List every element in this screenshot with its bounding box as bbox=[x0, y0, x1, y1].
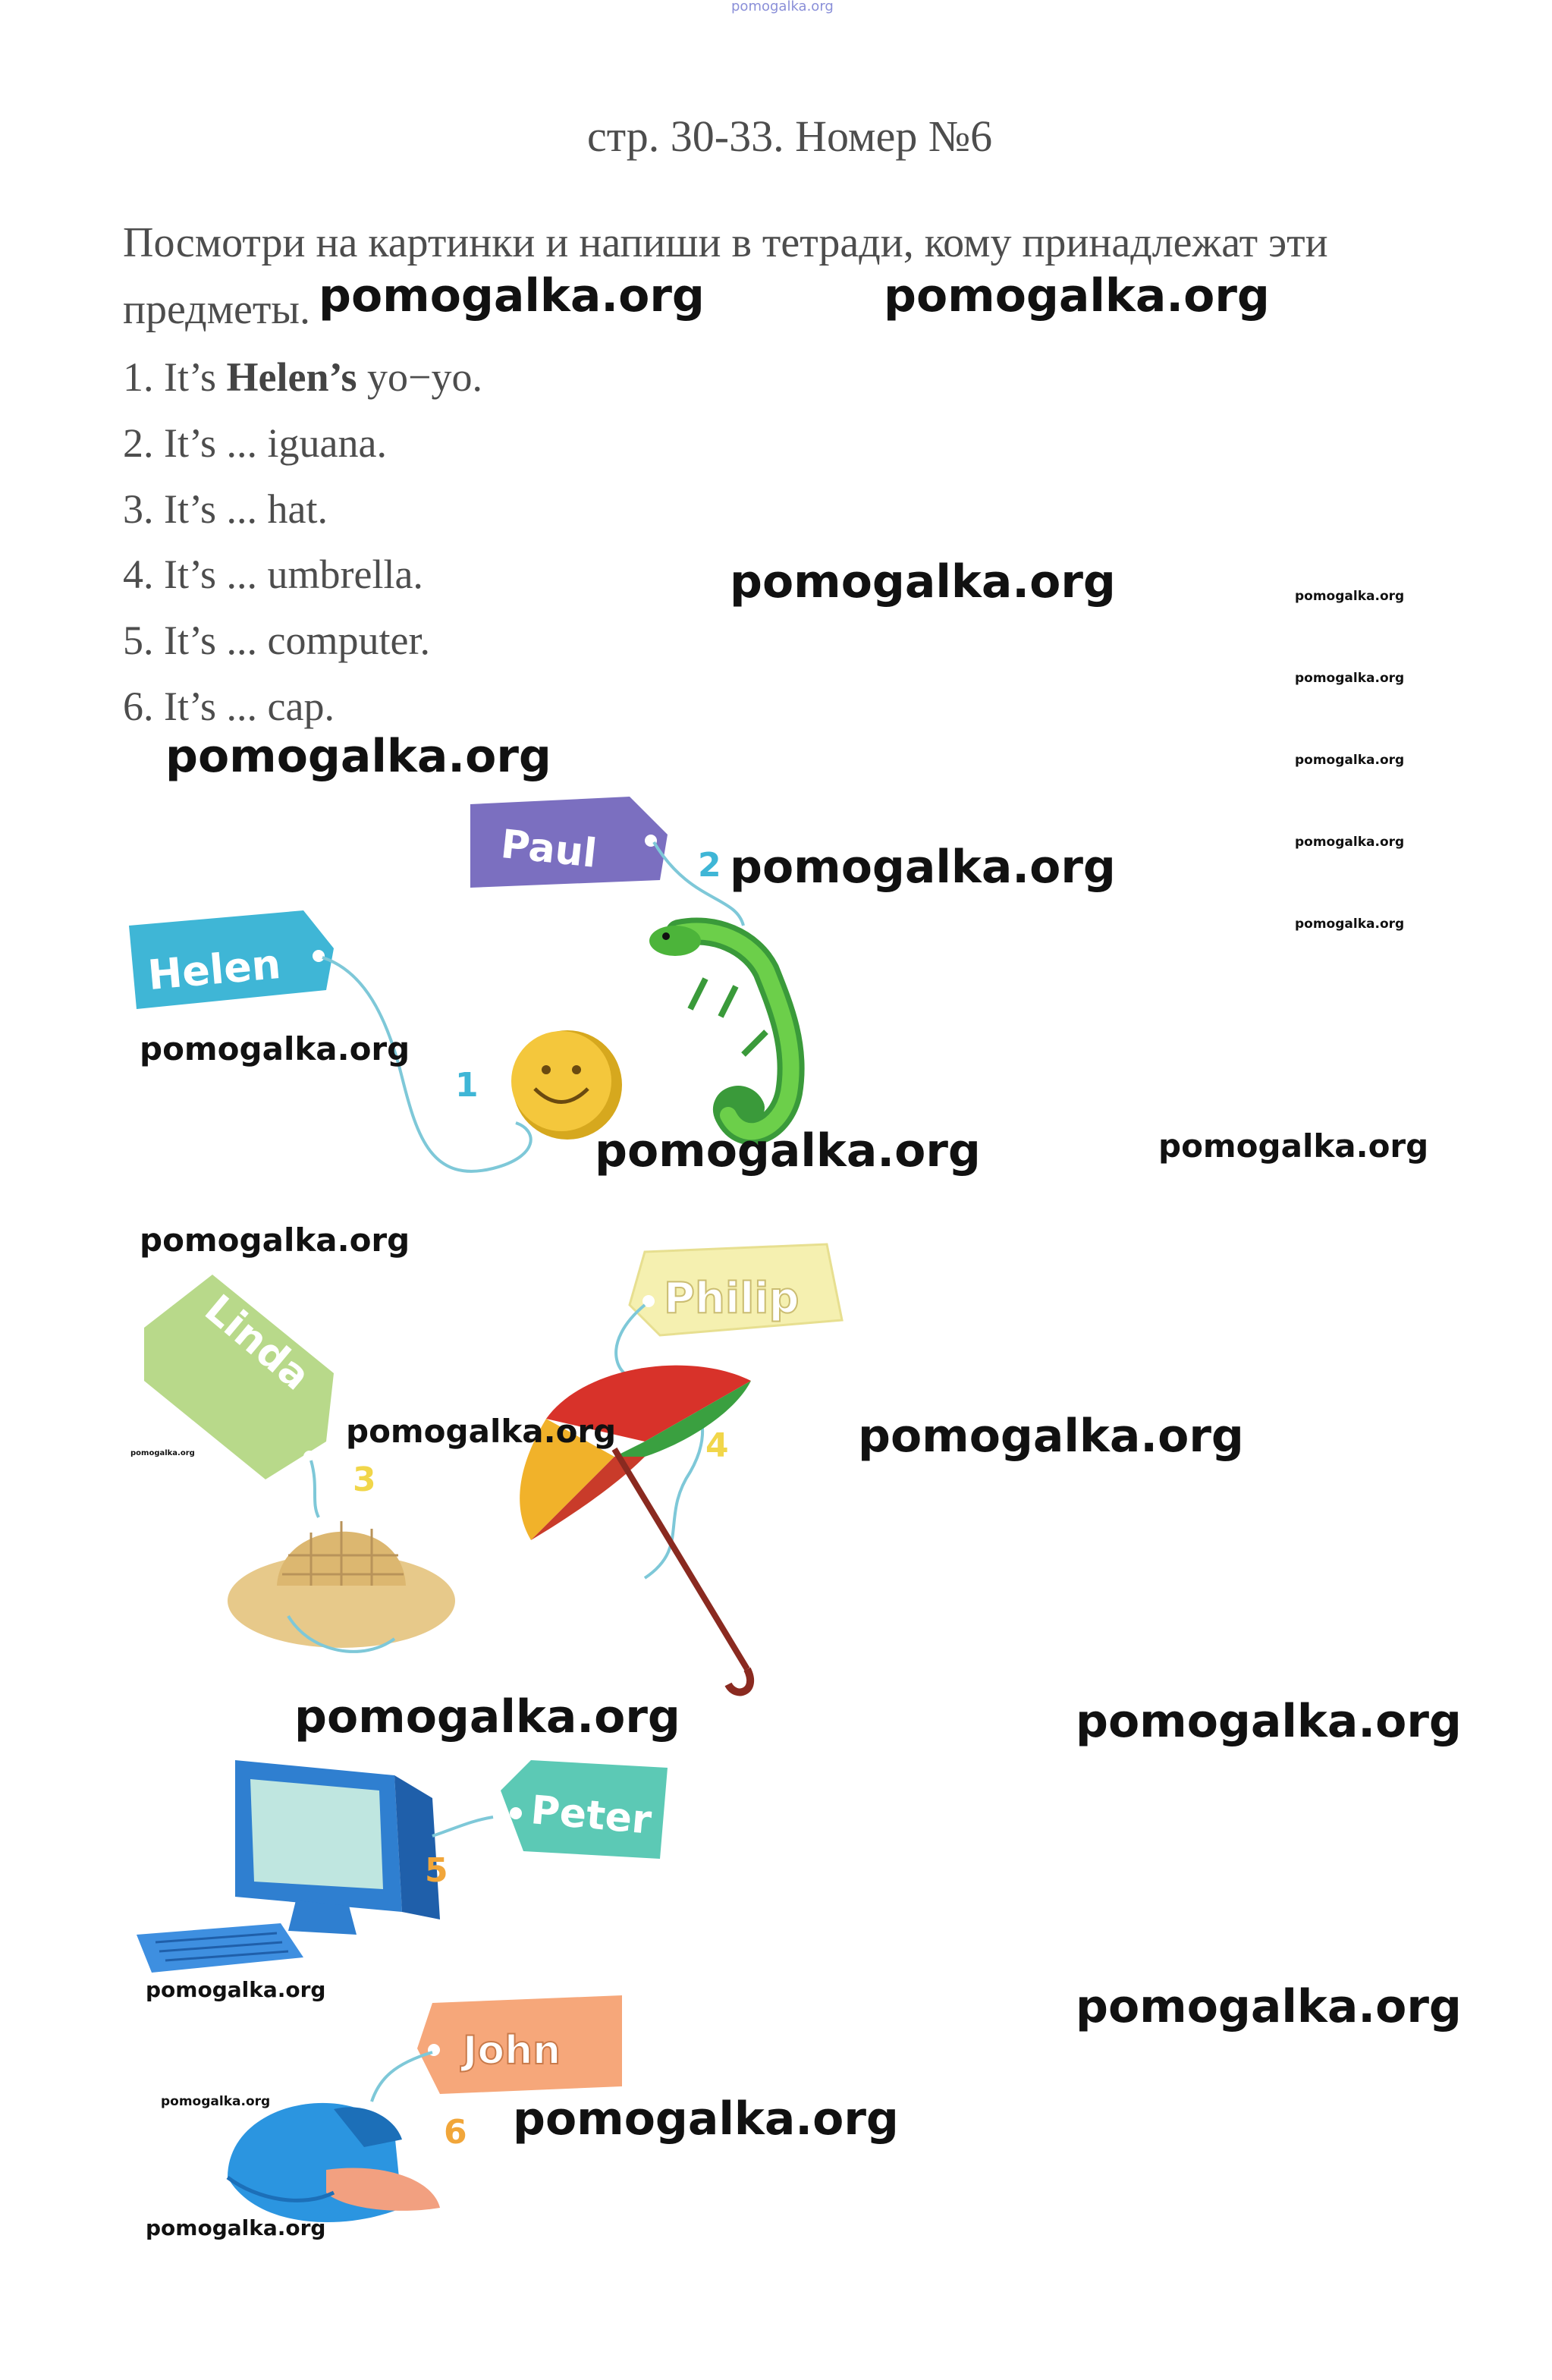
hat-icon bbox=[228, 1521, 455, 1652]
watermark: pomogalka.org bbox=[140, 1221, 410, 1259]
item-text: It’s ... computer. bbox=[164, 618, 430, 663]
watermark: pomogalka.org bbox=[595, 1124, 981, 1177]
helen-tag-label: Helen bbox=[146, 939, 283, 1000]
watermark: pomogalka.org bbox=[1295, 671, 1405, 686]
item-number: 2. bbox=[123, 420, 154, 466]
watermark: pomogalka.org bbox=[319, 269, 705, 322]
item-text: It’s ... umbrella. bbox=[164, 552, 423, 597]
item-number: 6. bbox=[123, 684, 154, 729]
top-watermark: pomogalka.org bbox=[731, 0, 834, 14]
peter-tag bbox=[501, 1760, 668, 1859]
number-2: 2 bbox=[698, 846, 721, 885]
philip-tag bbox=[630, 1244, 842, 1335]
cap-icon bbox=[228, 2103, 440, 2222]
john-tag-label: John bbox=[463, 2028, 561, 2073]
number-1: 1 bbox=[455, 1066, 479, 1105]
illustration-peter bbox=[121, 1745, 668, 1988]
watermark: pomogalka.org bbox=[346, 1413, 617, 1450]
watermark: pomogalka.org bbox=[1295, 589, 1405, 604]
watermark: pomogalka.org bbox=[1076, 1695, 1462, 1748]
watermark: pomogalka.org bbox=[858, 1410, 1244, 1463]
helen-tag bbox=[129, 910, 334, 1009]
task-item-2 bbox=[123, 420, 387, 467]
page-title: стр. 30-33. Номер №6 bbox=[587, 112, 993, 161]
item-answer: Helen’s bbox=[226, 354, 357, 400]
item-text-end: yo−yo. bbox=[366, 354, 482, 400]
watermark: pomogalka.org bbox=[884, 269, 1270, 322]
yoyo-icon bbox=[511, 1030, 622, 1140]
paul-tag bbox=[470, 797, 668, 888]
number-4: 4 bbox=[705, 1426, 729, 1465]
watermark: pomogalka.org bbox=[1295, 753, 1405, 768]
watermark: pomogalka.org bbox=[165, 730, 551, 783]
john-tag bbox=[417, 1995, 622, 2094]
watermark: pomogalka.org bbox=[294, 1690, 680, 1743]
task-item-4 bbox=[123, 551, 423, 598]
watermark: pomogalka.org bbox=[730, 555, 1116, 608]
watermark: pomogalka.org bbox=[513, 2092, 899, 2146]
watermark: pomogalka.org bbox=[1295, 835, 1405, 850]
iguana-icon bbox=[649, 926, 791, 1131]
task-item-3 bbox=[123, 486, 328, 533]
number-5: 5 bbox=[425, 1851, 448, 1890]
watermark: pomogalka.org bbox=[1076, 1980, 1462, 2033]
computer-icon bbox=[137, 1760, 440, 1973]
task-item-5 bbox=[123, 617, 430, 664]
watermark: pomogalka.org bbox=[130, 1449, 195, 1457]
peter-tag-label: Peter bbox=[529, 1787, 654, 1844]
item-number: 5. bbox=[123, 618, 154, 663]
watermark: pomogalka.org bbox=[730, 841, 1116, 894]
watermark: pomogalka.org bbox=[1158, 1127, 1429, 1165]
item-text: It’s ... cap. bbox=[164, 684, 335, 729]
watermark: pomogalka.org bbox=[146, 2215, 326, 2240]
item-number: 4. bbox=[123, 552, 154, 597]
item-text: It’s bbox=[164, 354, 217, 400]
number-3: 3 bbox=[353, 1460, 376, 1499]
watermark: pomogalka.org bbox=[1295, 916, 1405, 932]
item-text: It’s ... hat. bbox=[164, 486, 328, 532]
item-number: 3. bbox=[123, 486, 154, 532]
watermark: pomogalka.org bbox=[161, 2094, 271, 2109]
paul-tag-label: Paul bbox=[498, 821, 599, 877]
watermark: pomogalka.org bbox=[140, 1030, 410, 1067]
number-6: 6 bbox=[444, 2113, 467, 2152]
watermark: pomogalka.org bbox=[146, 1977, 326, 2002]
task-instruction: Посмотри на картинки и напиши в тетради, кому принадлежат эти предметы. bbox=[123, 219, 1328, 333]
linda-tag-label: Linda bbox=[196, 1286, 319, 1400]
item-number: 1. bbox=[123, 354, 154, 400]
philip-tag-label: Philip bbox=[664, 1274, 800, 1323]
task-item-6 bbox=[123, 683, 335, 730]
illustration-linda-philip bbox=[114, 1229, 857, 1699]
item-text: It’s ... iguana. bbox=[164, 420, 387, 466]
task-item-1 bbox=[123, 354, 482, 401]
